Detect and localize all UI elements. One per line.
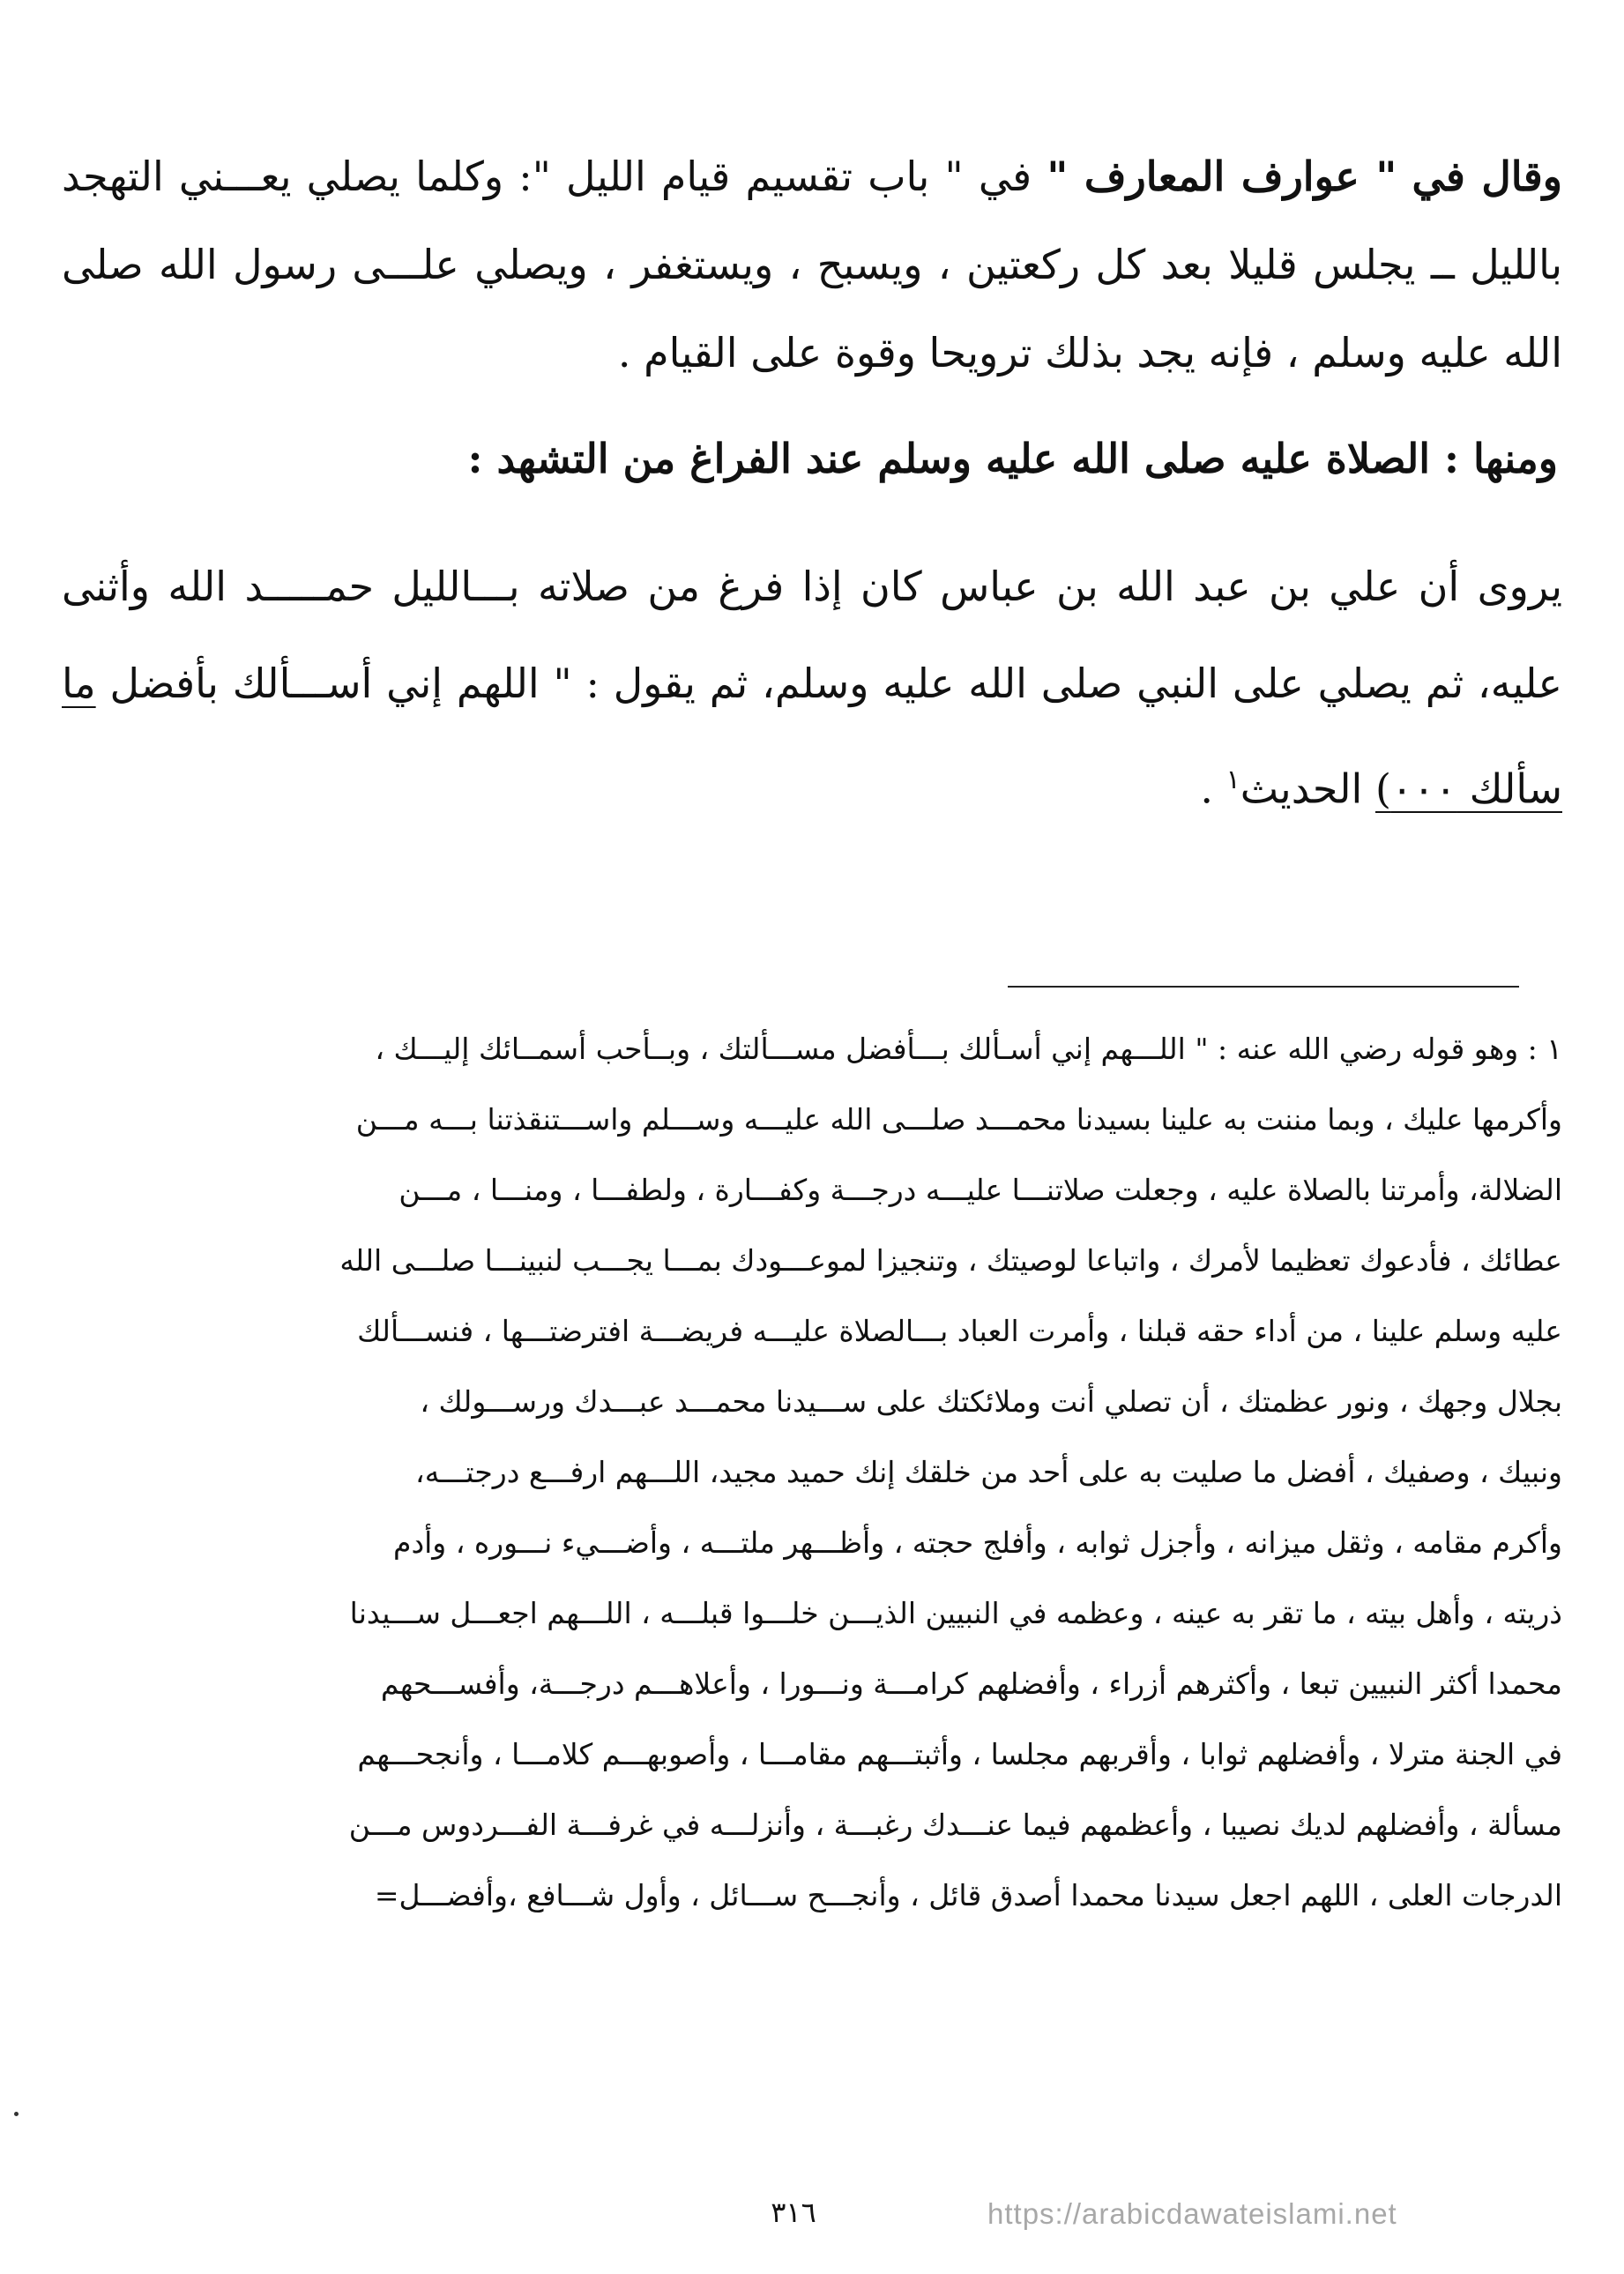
paragraph-awarif [62, 132, 1562, 397]
watermark-url: https://arabicdawateislami.net [987, 2197, 1397, 2230]
footnote-reference[interactable]: ١ [1225, 764, 1240, 795]
footnote-separator [1008, 986, 1519, 988]
footnote-line: وأكرمها عليك ، وبما مننت به علينا بسيدنا محمـــد صلـــى الله عليـــه وســـلم واســـتنقذتنا بـــه مـــن [355, 1102, 1562, 1137]
underlined-phrase: ما سألك ٠٠٠) [62, 660, 1562, 813]
paragraph-body: في " باب تقسيم قيام الليل ": وكلما يصلي يعـــني التهجد بالليل ــ يجلس قليلا بعد كل ركعتين ، ويسبح ، ويستغفر ، ويصلي علـــى رسول الله صلى الله عليه وسلم ، فإنه يجد بذلك ترويحا وقوة على القيام . [62, 153, 1562, 377]
footnote-line: في الجنة مترلا ، وأفضلهم ثوابا ، وأقربهم مجلسا ، وأثبتـــهم مقامـــا ، وأصوبهـــم كلامـــا ، وأنجحـــهم [357, 1737, 1562, 1771]
paragraph-narration [62, 538, 1562, 837]
footnote-block [62, 1014, 1562, 1931]
footnote-line: الضلالة، وأمرتنا بالصلاة عليه ، وجعلت صلاتنـــا عليـــه درجـــة وكفـــارة ، ولطفـــا ، ومنـــا ، مـــن [399, 1173, 1562, 1207]
footnote-line: الدرجات العلى ، اللهم اجعل سيدنا محمدا أصدق قائل ، وأنجـــح ســـائل ، وأول شـــافع ،وأفضـــل= [374, 1878, 1562, 1912]
narration-end: . [1200, 764, 1213, 813]
narration-text: يروى أن علي بن عبد الله بن عباس كان إذا فرغ من صلاته بـــالليل حمـــــد الله وأثنى عليه، ثم يصلي على النبي صلى الله عليه وسلم، ثم يقول : " اللهم إني أســـألك بأفضل [62, 563, 1562, 707]
narration-tail: الحديث [1240, 764, 1363, 813]
footnote-line: مسألة ، وأفضلهم لديك نصيبا ، وأعظمهم فيما عنـــدك رغبـــة ، وأنزلـــه في غرفـــة الفـــردوس مـــن [348, 1808, 1562, 1842]
book-title: " عوارف المعارف " [1047, 153, 1397, 200]
footnote-line: عطائك ، فأدعوك تعظيما لأمرك ، واتباعا لوصيتك ، وتنجيزا لموعـــودك بمـــا يجـــب لنبينـــا صلـــى الله [339, 1243, 1562, 1278]
footnote-line: ١ : وهو قوله رضي الله عنه : " اللـــهم إني أسـألك بـــأفضل مســـألتك ، وبــأحب أسمــائك إليـــك ، [375, 1032, 1562, 1066]
footnote-line: وأكرم مقامه ، وثقل ميزانه ، وأجزل ثوابه ، وأفلج حجته ، وأظـــهر ملتـــه ، وأضـــيء نـــوره ، وأدم [393, 1525, 1562, 1560]
footnote-line: ونبيك ، وصفيك ، أفضل ما صليت به على أحد من خلقك إنك حميد مجيد، اللـــهم ارفـــع درجتـــه، [415, 1455, 1562, 1489]
main-text [62, 132, 1562, 837]
paragraph-prefix: وقال في [1412, 153, 1563, 200]
footnote-line: ذريته ، وأهل بيته ، ما تقر به عينه ، وعظمه في النبيين الذيـــن خلـــوا قبلـــه ، اللـــهم اجعـــل ســـيدنا [349, 1596, 1562, 1630]
footnote-line: محمدا أكثر النبيين تبعا ، وأكثرهم أزراء ، وأفضلهم كرامـــة ونـــورا ، وأعلاهـــم درجـــة، وأفســـحهم [380, 1666, 1562, 1701]
footnote-line: بجلال وجهك ، ونور عظمتك ، أن تصلي أنت وملائكتك على ســـيدنا محمـــد عبـــدك ورســـولك ، [420, 1384, 1562, 1419]
footnote-line: عليه وسلم علينا ، من أداء حقه قبلنا ، وأمرت العباد بـــالصلاة عليـــه فريضـــة افترضتـــها ، فنســـألك [357, 1314, 1562, 1348]
section-heading: ومنها : الصلاة عليه صلى الله عليه وسلم عند الفراغ من التشهد : [467, 435, 1558, 482]
scan-speck [14, 2112, 19, 2116]
page-number: ٣١٦ [771, 2196, 816, 2229]
